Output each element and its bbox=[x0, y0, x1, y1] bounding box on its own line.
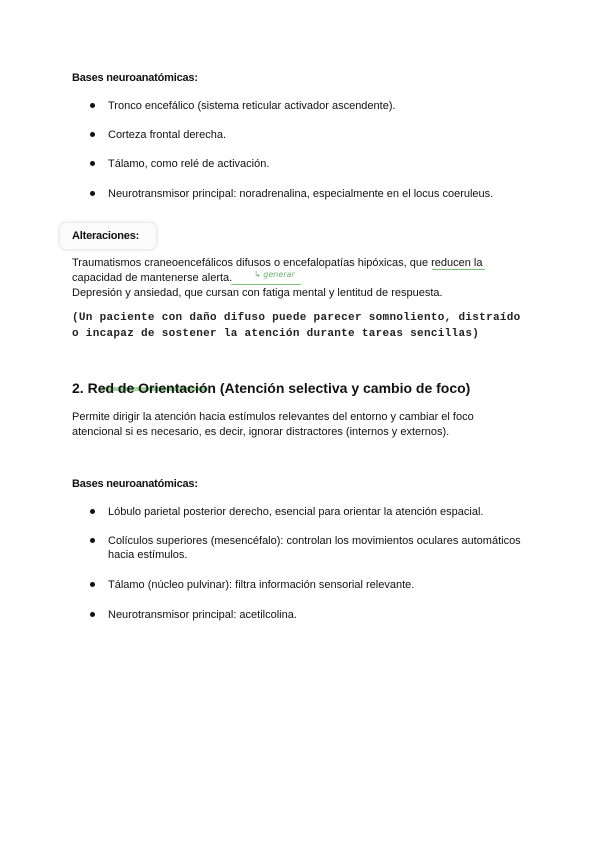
bullet-icon bbox=[90, 191, 95, 196]
section-title: 2. Red de Orientación (Atención selectiva y cambio de foco) bbox=[72, 380, 471, 396]
bullet-icon bbox=[90, 103, 95, 108]
alteraciones-line-3: Depresión y ansiedad, que cursan con fatiga mental y lentitud de respuesta. bbox=[72, 287, 443, 299]
handwritten-note: ↳ generar bbox=[254, 270, 295, 279]
list-item: Lóbulo parietal posterior derecho, esencial para orientar la atención espacial. bbox=[90, 505, 548, 519]
list-item: Neurotransmisor principal: acetilcolina. bbox=[90, 608, 548, 622]
section-title-main: Red de Orientación bbox=[87, 380, 216, 396]
bullet-icon bbox=[90, 161, 95, 166]
list-item: Neurotransmisor principal: noradrenalina, especialmente en el locus coeruleus. bbox=[90, 187, 548, 201]
example-line-1: (Un paciente con daño difuso puede parecer somnoliento, distraído bbox=[72, 312, 521, 324]
example-line-2: o incapaz de sostener la atención durante tareas sencillas) bbox=[72, 328, 480, 340]
bullet-icon bbox=[90, 612, 95, 617]
section-title-rest: (Atención selectiva y cambio de foco) bbox=[219, 380, 471, 396]
bullet-icon bbox=[90, 132, 95, 137]
list-item: Colículos superiores (mesencéfalo): controlan los movimientos oculares automáticos hacia estímulos. bbox=[90, 534, 538, 562]
alteraciones-line-1: Traumatismos craneoencefálicos difusos o encefalopatías hipóxicas, que reducen la bbox=[72, 257, 483, 269]
list-item: Corteza frontal derecha. bbox=[90, 128, 548, 142]
alteraciones-heading: Alteraciones: bbox=[72, 230, 140, 242]
reducen-underline bbox=[432, 269, 485, 270]
bullet-icon bbox=[90, 582, 95, 587]
bullet-icon bbox=[90, 538, 95, 543]
list-item: Tronco encefálico (sistema reticular activador ascendente). bbox=[90, 99, 548, 113]
intro-line-1: Permite dirigir la atención hacia estímulos relevantes del entorno y cambiar el foco bbox=[72, 411, 474, 423]
bases-heading-2: Bases neuroanatómicas: bbox=[72, 478, 198, 490]
bases-heading-1: Bases neuroanatómicas: bbox=[72, 72, 198, 84]
list-item: Tálamo (núcleo pulvinar): filtra información sensorial relevante. bbox=[90, 578, 548, 592]
list-item: Tálamo, como relé de activación. bbox=[90, 157, 548, 171]
intro-line-2: atencional si es necesario, es decir, ignorar distractores (internos y externos). bbox=[72, 426, 450, 438]
alteraciones-line-2: capacidad de mantenerse alerta. bbox=[72, 272, 233, 284]
bullet-icon bbox=[90, 509, 95, 514]
